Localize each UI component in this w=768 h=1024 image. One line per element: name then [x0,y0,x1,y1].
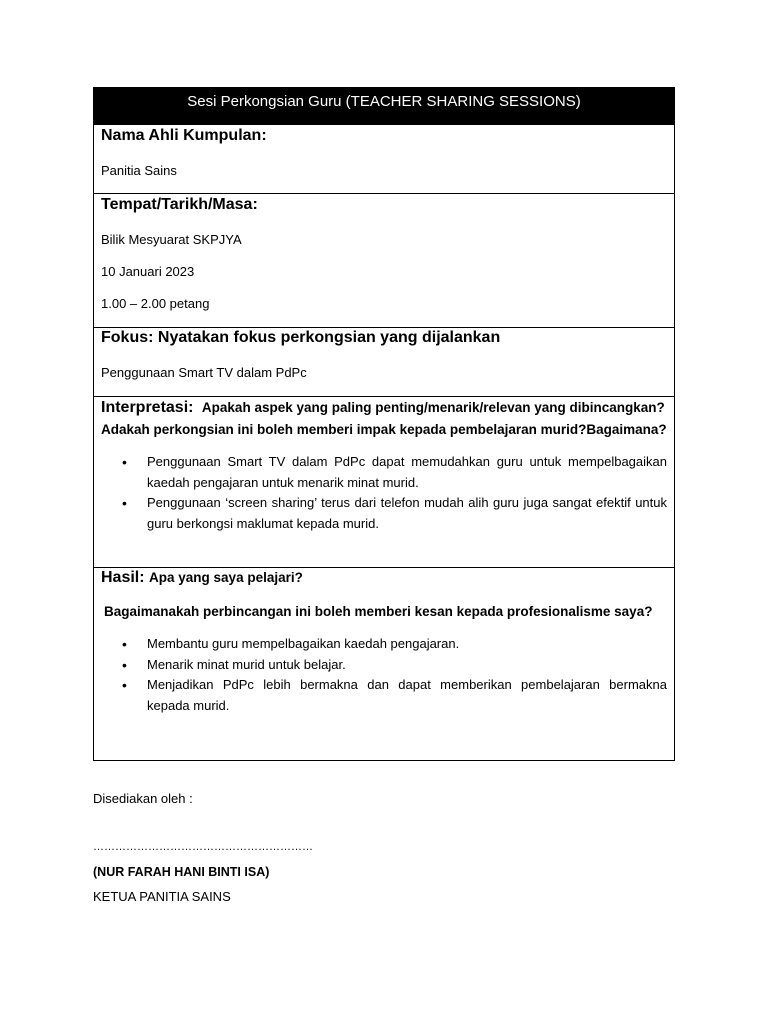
form-title: Sesi Perkongsian Guru (TEACHER SHARING SESSIONS) [94,88,674,124]
list-item [101,675,667,716]
section-nama [94,124,674,193]
hasil-question-1: Apa yang saya pelajari? [149,570,303,585]
section-tempat [94,193,674,327]
hasil-question-2: Bagaimanakah perbincangan ini boleh memberi kesan kepada profesionalisme saya? [104,604,653,619]
interpretasi-point-1: Penggunaan Smart TV dalam PdPc dapat memudahkan guru untuk mempelbagaikan kaedah pengajaran untuk menarik minat murid. [147,454,667,490]
bullet-icon: • [122,454,127,470]
nama-heading: Nama Ahli Kumpulan: [101,127,267,144]
interpretasi-question-1: Apakah aspek yang paling penting/menarik/relevan yang dibincangkan? [201,400,665,415]
signatory-position: KETUA PANITIA SAINS [93,889,231,904]
hasil-heading: Hasil: [101,569,145,586]
list-item [101,493,667,534]
signatory-name: (NUR FARAH HANI BINTI ISA) [93,865,270,879]
fokus-heading: Fokus: Nyatakan fokus perkongsian yang dijalankan [101,329,501,346]
interpretasi-points [101,452,667,534]
interpretasi-question-2: Adakah perkongsian ini boleh memberi impak kepada pembelajaran murid?Bagaimana? [101,422,667,437]
fokus-value: Penggunaan Smart TV dalam PdPc [101,365,307,380]
signature-line: …………………………………………………… [93,841,313,853]
hasil-points [101,634,667,716]
section-hasil [94,567,674,760]
tempat-heading: Tempat/Tarikh/Masa: [101,196,258,213]
prepared-by-label: Disediakan oleh : [93,791,193,806]
interpretasi-point-2: Penggunaan ‘screen sharing’ terus dari telefon mudah alih guru juga sangat efektif untuk guru berkongsi maklumat kepada murid. [147,495,667,531]
list-item [101,634,667,655]
list-item [101,655,667,676]
tempat-date: 10 Januari 2023 [101,264,195,279]
bullet-icon: • [122,656,127,673]
list-item [101,452,667,493]
tempat-place: Bilik Mesyuarat SKPJYA [101,232,242,247]
hasil-point-2: Menarik minat murid untuk belajar. [147,656,346,672]
bullet-icon: • [122,495,127,511]
section-fokus [94,327,674,396]
hasil-point-1: Membantu guru mempelbagaikan kaedah pengajaran. [147,636,460,651]
interpretasi-heading: Interpretasi: [101,399,194,416]
bullet-icon: • [122,636,127,652]
section-interpretasi [94,396,674,567]
bullet-icon: • [122,677,127,693]
nama-value: Panitia Sains [101,163,177,178]
sharing-session-form [93,87,675,761]
tempat-time: 1.00 – 2.00 petang [101,296,210,311]
hasil-point-3: Menjadikan PdPc lebih bermakna dan dapat memberikan pembelajaran bermakna kepada murid. [147,677,667,713]
